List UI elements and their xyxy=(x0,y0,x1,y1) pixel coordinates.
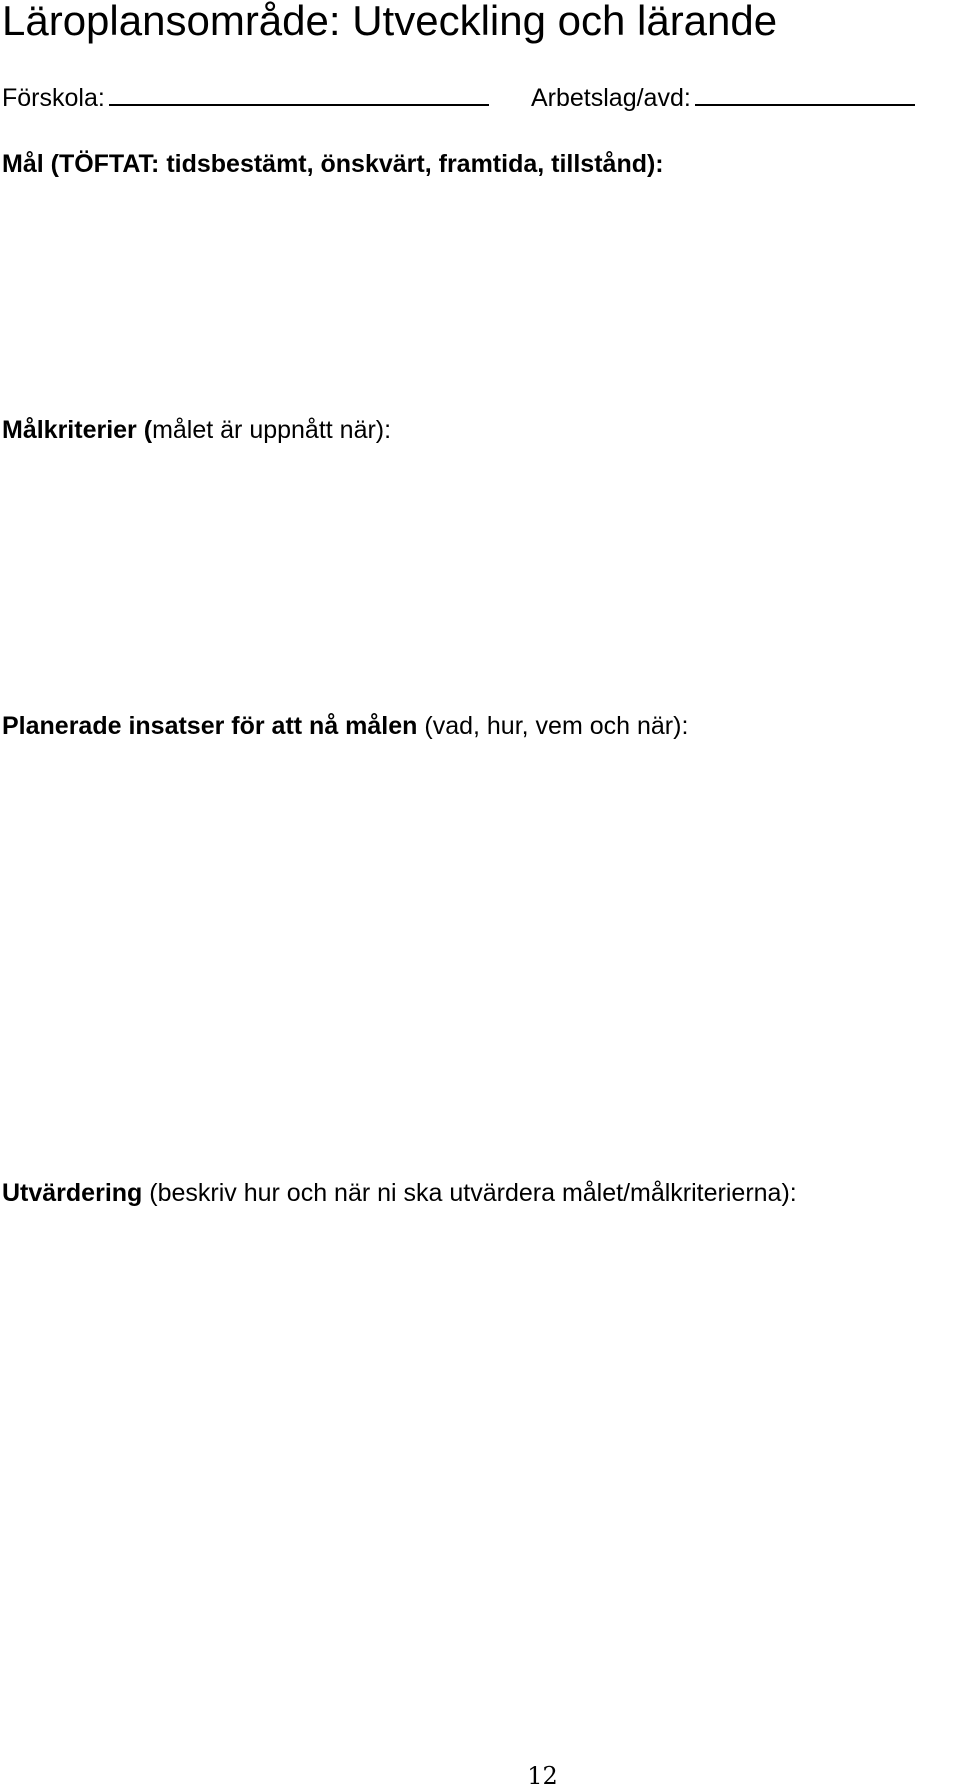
mal-heading-bold: Mål (TÖFTAT: tidsbestämt, önskvärt, framtida, tillstånd): xyxy=(2,150,664,178)
page-number: 12 xyxy=(527,1762,558,1790)
malkriterier-heading-bold: Målkriterier ( xyxy=(2,416,153,444)
arbetslag-blank-line[interactable] xyxy=(695,78,915,106)
malkriterier-heading-rest: målet är uppnått när): xyxy=(152,416,392,444)
page-title: Läroplansområde: Utveckling och lärande xyxy=(2,0,778,44)
planerade-section-heading xyxy=(2,709,688,743)
arbetslag-label: Arbetslag/avd: xyxy=(531,84,691,112)
utvardering-heading-rest: (beskriv hur och när ni ska utvärdera målet/målkriterierna): xyxy=(142,1179,797,1207)
arbetslag-field xyxy=(531,78,915,115)
planerade-heading-bold: Planerade insatser för att nå målen xyxy=(2,712,418,740)
planerade-heading-rest: (vad, hur, vem och när): xyxy=(417,712,689,740)
malkriterier-section-heading xyxy=(2,413,391,447)
forskola-label: Förskola: xyxy=(2,84,105,112)
forskola-field xyxy=(2,78,489,115)
utvardering-section-heading xyxy=(2,1176,797,1210)
forskola-blank-line[interactable] xyxy=(109,78,489,106)
utvardering-heading-bold: Utvärdering xyxy=(2,1179,143,1207)
mal-section-heading xyxy=(2,147,664,181)
